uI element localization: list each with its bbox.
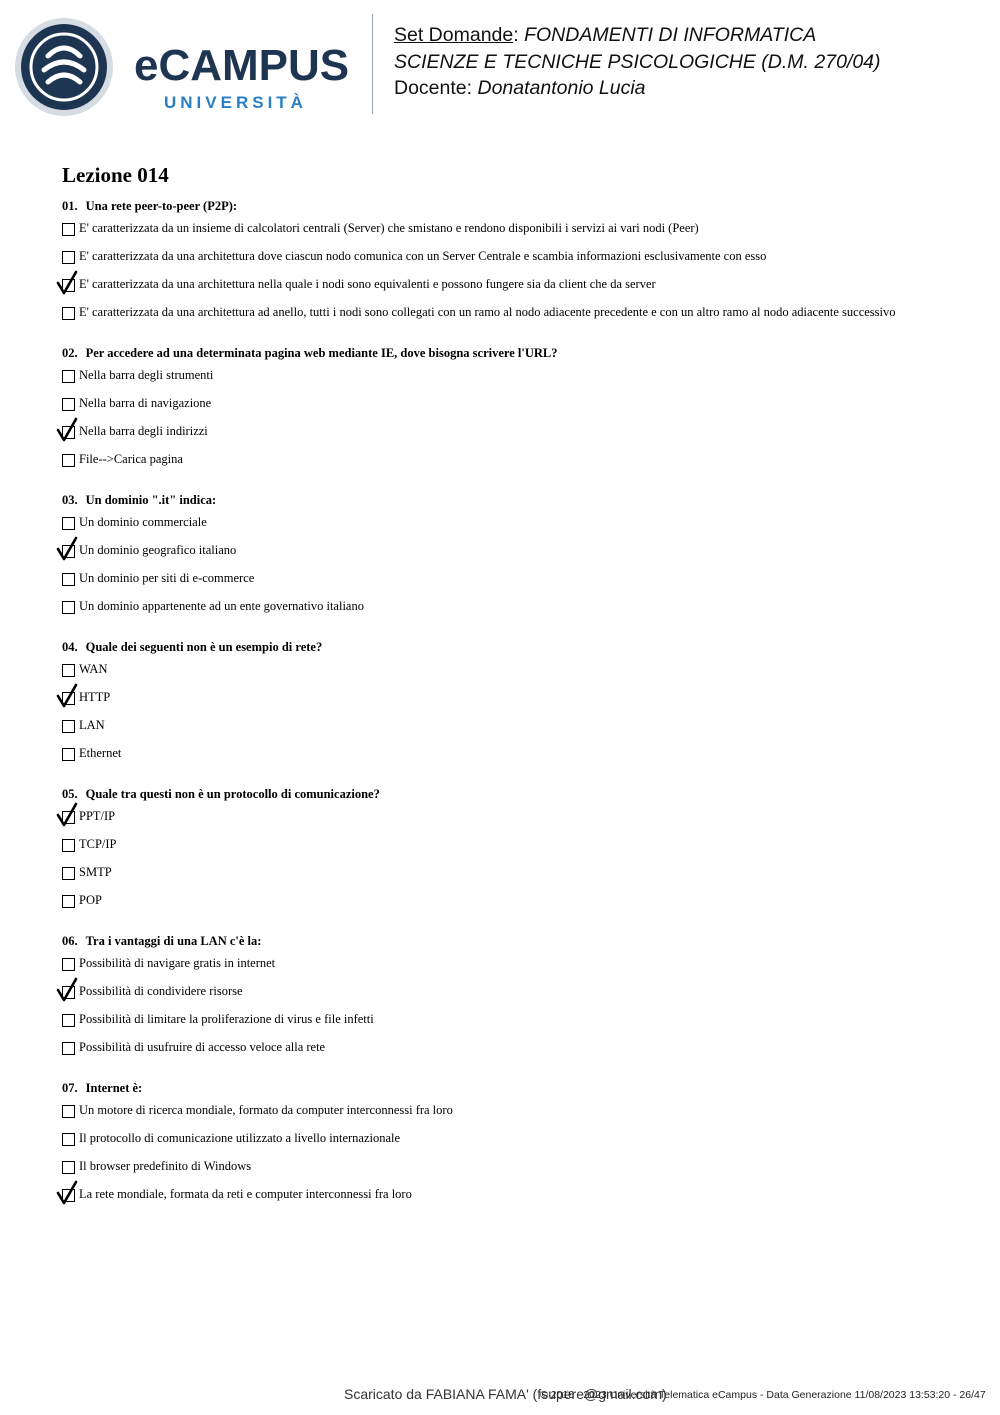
answer-option[interactable] — [62, 862, 982, 890]
answer-text: POP — [79, 893, 102, 907]
answer-text: Un motore di ricerca mondiale, formato da computer interconnessi fra loro — [79, 1103, 453, 1117]
question-spacer — [62, 1065, 982, 1080]
answer-option[interactable] — [62, 393, 982, 421]
question-number: 03. — [62, 493, 78, 507]
answer-checkbox[interactable] — [62, 454, 75, 467]
logo-brand-text: eCAMPUS — [134, 41, 350, 90]
answer-option[interactable] — [62, 1100, 982, 1128]
answer-text: Un dominio appartenente ad un ente governativo italiano — [79, 599, 364, 613]
answer-checkbox[interactable] — [62, 601, 75, 614]
questions-list — [62, 198, 982, 1227]
answer-text: Possibilità di navigare gratis in internet — [79, 956, 276, 970]
header-divider — [372, 14, 373, 114]
answer-option[interactable] — [62, 1156, 982, 1184]
header-line-1: Set Domande: FONDAMENTI DI INFORMATICA — [394, 24, 817, 46]
question — [62, 1080, 982, 1212]
answer-text: Un dominio geografico italiano — [79, 543, 237, 557]
answer-text: PPT/IP — [79, 809, 116, 823]
copyright-notice: © 2016 - 2023 Università Telematica eCampus - Data Generazione 11/08/2023 13:53:20 - 26/47 — [540, 1389, 986, 1401]
answer-text: E' caratterizzata da una architettura dove ciascun nodo comunica con un Server Centrale e scambia informazioni esclusivamente con esso — [79, 249, 767, 263]
answer-text: WAN — [79, 662, 108, 676]
answer-option[interactable] — [62, 568, 982, 596]
checkmark-icon — [56, 417, 80, 443]
checkmark-icon — [56, 536, 80, 562]
question-text: Quale tra questi non è un protocollo di comunicazione? — [85, 787, 380, 801]
question-title — [62, 345, 982, 365]
answer-checkbox[interactable] — [62, 720, 75, 733]
question-number: 02. — [62, 346, 78, 360]
question-text: Internet è: — [85, 1081, 143, 1095]
answer-option[interactable] — [62, 596, 982, 624]
answer-option[interactable] — [62, 1184, 982, 1212]
question-title — [62, 639, 982, 659]
answer-checkbox[interactable] — [62, 748, 75, 761]
question — [62, 345, 982, 477]
answer-text: LAN — [79, 718, 105, 732]
answer-option[interactable] — [62, 981, 982, 1009]
answer-text: Ethernet — [79, 746, 122, 760]
answer-text: E' caratterizzata da una architettura ad anello, tutti i nodi sono collegati con un ramo al nodo adiacente precedente e con un altro ramo al nodo adiacente successivo — [79, 305, 896, 319]
answer-text: E' caratterizzata da una architettura nella quale i nodi sono equivalenti e possono fungere sia da client che da server — [79, 277, 656, 291]
answer-option[interactable] — [62, 274, 982, 302]
question-number: 05. — [62, 787, 78, 801]
answer-text: Possibilità di condividere risorse — [79, 984, 243, 998]
question-spacer — [62, 330, 982, 345]
question-title — [62, 198, 982, 218]
answer-text: SMTP — [79, 865, 112, 879]
answer-text: HTTP — [79, 690, 111, 704]
answer-checkbox[interactable] — [62, 839, 75, 852]
answer-text: Nella barra degli indirizzi — [79, 424, 208, 438]
answer-checkbox[interactable] — [62, 958, 75, 971]
answer-text: TCP/IP — [79, 837, 117, 851]
checkmark-icon — [56, 683, 80, 709]
answer-checkbox[interactable] — [62, 895, 75, 908]
question-number: 01. — [62, 199, 78, 213]
answer-checkbox[interactable] — [62, 867, 75, 880]
answer-checkbox[interactable] — [62, 307, 75, 320]
logo-sub-text: UNIVERSITÀ — [164, 93, 307, 112]
lesson-title: Lezione 014 — [62, 163, 169, 187]
question-title — [62, 933, 982, 953]
question-text: Un dominio ".it" indica: — [85, 493, 217, 507]
download-notice: Scaricato da FABIANA FAMA' (fsupere@gmail.com) — [344, 1386, 667, 1402]
answer-text: Il protocollo di comunicazione utilizzato a livello internazionale — [79, 1131, 401, 1145]
question-spacer — [62, 918, 982, 933]
answer-option[interactable] — [62, 715, 982, 743]
answer-option[interactable] — [62, 953, 982, 981]
question — [62, 786, 982, 918]
answer-checkbox[interactable] — [62, 398, 75, 411]
answer-text: La rete mondiale, formata da reti e computer interconnessi fra loro — [79, 1187, 412, 1201]
answer-option[interactable] — [62, 834, 982, 862]
answer-text: E' caratterizzata da un insieme di calcolatori centrali (Server) che smistano e rendono disponibili i servizi ai vari nodi (Peer) — [79, 221, 699, 235]
answer-option[interactable] — [62, 540, 982, 568]
answer-checkbox[interactable] — [62, 517, 75, 530]
question-number: 04. — [62, 640, 78, 654]
answer-text: File-->Carica pagina — [79, 452, 183, 466]
question-spacer — [62, 771, 982, 786]
teacher-name: Donatantonio Lucia — [477, 77, 646, 99]
answer-option[interactable] — [62, 218, 982, 246]
answer-checkbox[interactable] — [62, 1014, 75, 1027]
question-title — [62, 492, 982, 512]
answer-checkbox[interactable] — [62, 1133, 75, 1146]
question-text: Una rete peer-to-peer (P2P): — [85, 199, 238, 213]
course-title: FONDAMENTI DI INFORMATICA — [524, 24, 817, 46]
answer-option[interactable] — [62, 890, 982, 918]
header-line-3: Docente: Donatantonio Lucia — [394, 77, 646, 99]
answer-option[interactable] — [62, 687, 982, 715]
answer-checkbox[interactable] — [62, 370, 75, 383]
question — [62, 492, 982, 624]
question-title — [62, 1080, 982, 1100]
answer-text: Il browser predefinito di Windows — [79, 1159, 252, 1173]
answer-checkbox[interactable] — [62, 1105, 75, 1118]
answer-checkbox[interactable] — [62, 251, 75, 264]
answer-text: Nella barra di navigazione — [79, 396, 212, 410]
answer-option[interactable] — [62, 449, 982, 477]
answer-text: Un dominio commerciale — [79, 515, 207, 529]
answer-checkbox[interactable] — [62, 573, 75, 586]
answer-option[interactable] — [62, 365, 982, 393]
question — [62, 198, 982, 330]
question-number: 06. — [62, 934, 78, 948]
question-number: 07. — [62, 1081, 78, 1095]
answer-option[interactable] — [62, 421, 982, 449]
question-text: Tra i vantaggi di una LAN c'è la: — [85, 934, 262, 948]
question-spacer — [62, 477, 982, 492]
answer-checkbox[interactable] — [62, 664, 75, 677]
answer-option[interactable] — [62, 743, 982, 771]
checkmark-icon — [56, 1180, 80, 1206]
answer-option[interactable] — [62, 302, 982, 330]
answer-option[interactable] — [62, 1037, 982, 1065]
answer-option[interactable] — [62, 659, 982, 687]
answer-checkbox[interactable] — [62, 1042, 75, 1055]
answer-text: Un dominio per siti di e-commerce — [79, 571, 255, 585]
answer-option[interactable] — [62, 512, 982, 540]
question-text: Per accedere ad una determinata pagina web mediante IE, dove bisogna scrivere l'URL? — [85, 346, 558, 360]
ecampus-logo — [14, 18, 354, 118]
answer-checkbox[interactable] — [62, 1161, 75, 1174]
answer-text: Possibilità di usufruire di accesso veloce alla rete — [79, 1040, 326, 1054]
checkmark-icon — [56, 270, 80, 296]
question-spacer — [62, 624, 982, 639]
answer-checkbox[interactable] — [62, 223, 75, 236]
document-header — [394, 22, 881, 102]
answer-option[interactable] — [62, 806, 982, 834]
answer-option[interactable] — [62, 1128, 982, 1156]
answer-text: Possibilità di limitare la proliferazione di virus e file infetti — [79, 1012, 374, 1026]
checkmark-icon — [56, 802, 80, 828]
answer-option[interactable] — [62, 1009, 982, 1037]
answer-option[interactable] — [62, 246, 982, 274]
question — [62, 933, 982, 1065]
program-title: SCIENZE E TECNICHE PSICOLOGICHE (D.M. 270/04) — [394, 50, 881, 73]
logo-disc-icon — [21, 24, 107, 110]
question — [62, 639, 982, 771]
question-title — [62, 786, 982, 806]
answer-text: Nella barra degli strumenti — [79, 368, 214, 382]
question-spacer — [62, 1212, 982, 1227]
checkmark-icon — [56, 977, 80, 1003]
question-text: Quale dei seguenti non è un esempio di rete? — [85, 640, 323, 654]
